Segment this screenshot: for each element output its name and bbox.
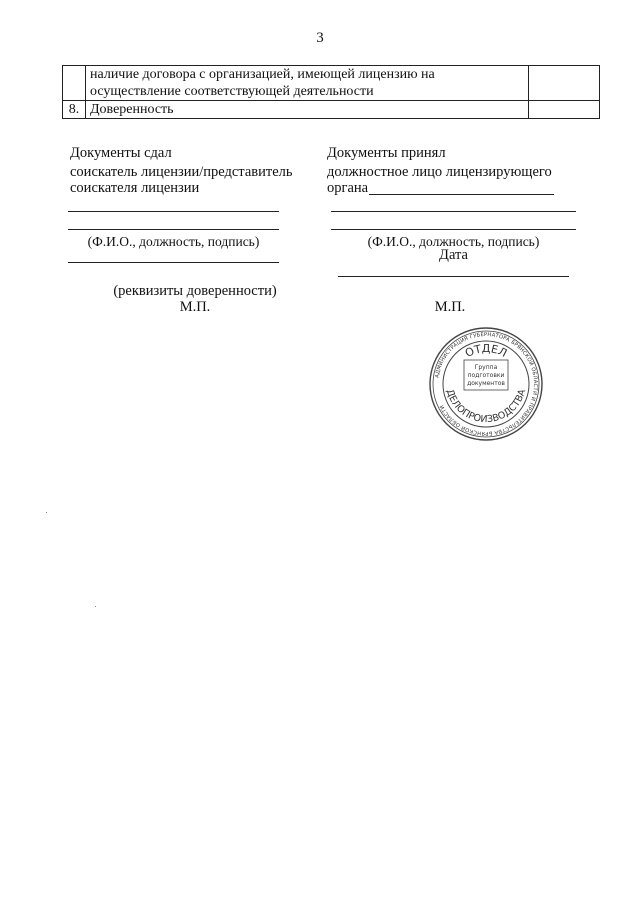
right-signature-line: [331, 229, 576, 230]
left-proxy-caption: (реквизиты доверенности): [113, 283, 277, 299]
right-date-label: Дата: [439, 247, 468, 263]
row-mark-cell: [529, 101, 600, 119]
right-signature-caption: (Ф.И.О., должность, подпись): [367, 234, 540, 249]
right-seal-label: М.П.: [434, 299, 466, 315]
row-mark-cell: [529, 66, 600, 101]
scan-speck: [46, 512, 47, 513]
table-row: [63, 66, 600, 101]
right-line-2: органа: [327, 180, 369, 196]
left-signature-line: [68, 211, 279, 212]
right-signature-line: [331, 211, 576, 212]
official-stamp: [428, 326, 544, 442]
left-heading: Документы сдал: [70, 145, 172, 161]
left-signature-line: [68, 229, 279, 230]
page-number: 3: [316, 30, 324, 46]
right-date-line: [338, 276, 569, 277]
left-signature-caption: (Ф.И.О., должность, подпись): [87, 234, 260, 249]
left-line-1: соискатель лицензии/представитель: [70, 164, 293, 180]
documents-table: [62, 65, 600, 119]
stamp-top-word: ОТДЕЛ: [462, 341, 510, 360]
left-line-2: соискателя лицензии: [70, 180, 200, 196]
stamp-outer-text: АДМИНИСТРАЦИЯ ГУБЕРНАТОРА БРЯНСКОЙ ОБЛАСТИ И ПРАВИТЕЛЬСТВА БРЯНСКОЙ ОБЛАСТИ: [434, 331, 539, 437]
row-text-line: наличие договора с организацией, имеющей лицензию на: [90, 67, 435, 82]
stamp-center-line-3: документов: [467, 380, 505, 387]
table-row: [63, 101, 600, 119]
row-number: 8.: [63, 101, 86, 119]
row-text: [86, 66, 529, 101]
stamp-center-line-1: Группа: [474, 364, 498, 371]
right-organ-line: [369, 194, 554, 195]
stamp-bottom-word: ДЕЛОПРОИЗВОДСТВА: [443, 388, 529, 426]
left-proxy-line: [68, 262, 279, 263]
scan-speck: [95, 606, 96, 607]
right-line-1: должностное лицо лицензирующего: [327, 164, 552, 180]
row-number: [63, 66, 86, 101]
stamp-center-line-2: подготовки: [467, 372, 505, 379]
left-seal-label: М.П.: [179, 299, 211, 315]
row-text: Доверенность: [86, 101, 529, 119]
right-heading: Документы принял: [327, 145, 446, 161]
row-text-line: осуществление соответствующей деятельности: [90, 84, 374, 99]
